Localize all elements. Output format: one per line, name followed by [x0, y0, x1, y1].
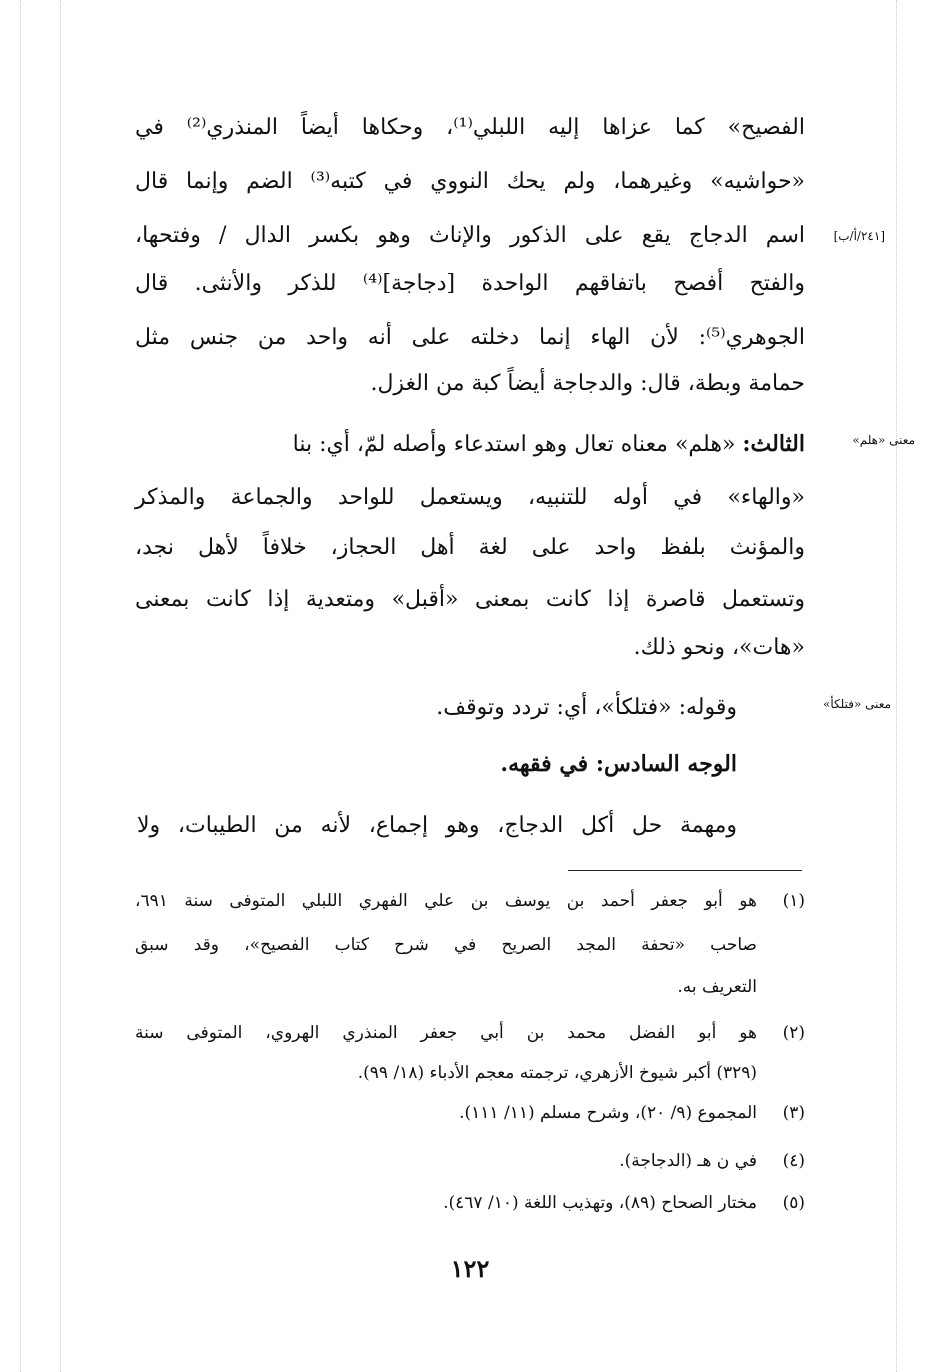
section-third-first-line — [135, 424, 805, 464]
footnote-3-line-1: المجموع (٩/ ٢٠)، وشرح مسلم (١١/ ١١١). — [459, 1103, 757, 1123]
footnote-1-line-2: صاحب «تحفة المجد الصريح في شرح كتاب الفصيح»، وقد سبق — [135, 935, 757, 955]
body-last-line: ومهمة حل أكل الدجاج، وهو إجماع، لأنه من الطيبات، ولا — [137, 813, 737, 838]
heading-sixth-aspect: الوجه السادس: في فقهه. — [500, 751, 737, 777]
section-third-line-4: وتستعمل قاصرة إذا كانت بمعنى «أقبل» ومتعدية إذا كانت بمعنى — [135, 587, 805, 612]
page-number: ١٢٢ — [450, 1254, 490, 1283]
footnote-4 — [135, 1146, 805, 1176]
margin-label-halumma: معنى «هلم» — [852, 433, 915, 447]
footnote-2-number: (٢) — [782, 1023, 805, 1043]
section-third-line-2: «والهاء» في أوله للتنبيه، ويستعمل للواحد والجماعة والمذكر — [135, 485, 805, 510]
footnote-5-line-1: مختار الصحاح (٨٩)، وتهذيب اللغة (١٠/ ٤٦٧). — [443, 1193, 757, 1213]
section-third-line-3: والمؤنث بلفظ واحد على لغة أهل الحجاز، خلافاً لأهل نجد، — [135, 535, 805, 560]
scan-edge-right — [896, 0, 897, 1372]
footnote-1-line-3: التعريف به. — [677, 977, 757, 997]
footnote-4-number: (٤) — [782, 1151, 805, 1171]
section-third-first-rest: «هلم» معناه تعال وهو استدعاء وأصله لمّ، أي: بنا — [292, 432, 736, 457]
footnote-3 — [135, 1098, 805, 1128]
footnote-3-number: (٣) — [782, 1103, 805, 1123]
body-line-6: حمامة وبطة، قال: والدجاجة أيضاً كبة من الغزل. — [370, 371, 805, 396]
footnote-2-line-1: هو أبو الفضل محمد بن أبي جعفر المنذري الهروي، المتوفى سنة — [135, 1023, 757, 1043]
body-line-4: والفتح أفصح باتفاقهم الواحدة [دجاجة]⁽⁴⁾ للذكر والأنثى. قال — [135, 271, 805, 296]
section-third-line-5: «هات»، ونحو ذلك. — [633, 635, 805, 660]
body-line-3: اسم الدجاج يقع على الذكور والإناث وهو بكسر الدال / وفتحها، — [135, 223, 805, 248]
scan-edge-left — [20, 0, 21, 1372]
footnote-5-number: (٥) — [782, 1193, 805, 1213]
folio-marker: [٢٤١/أ/ب] — [833, 229, 885, 243]
scan-edge-left-inner — [60, 0, 61, 1372]
footnote-2-line-2: (٣٢٩) أكبر شيوخ الأزهري، ترجمته معجم الأدباء (١٨/ ٩٩). — [357, 1063, 757, 1083]
footnote-1 — [135, 886, 805, 916]
footnote-2 — [135, 1018, 805, 1048]
footnote-1-number: (١) — [782, 891, 805, 911]
section-third-lead: الثالث: — [742, 431, 805, 457]
section-talakka-line: وقوله: «فتلكأ»، أي: تردد وتوقف. — [436, 695, 737, 720]
margin-label-talakka: معنى «فتلكأ» — [823, 697, 891, 711]
body-line-2: «حواشيه» وغيرهما، ولم يحك النووي في كتبه⁽³⁾ الضم وإنما قال — [135, 169, 806, 194]
body-line-1: الفصيح» كما عزاها إليه اللبلي⁽¹⁾، وحكاها أيضاً المنذري⁽²⁾ في — [135, 115, 805, 140]
footnote-1-line-1: هو أبو جعفر أحمد بن يوسف بن علي الفهري اللبلي المتوفى سنة ٦٩١، — [135, 891, 757, 911]
footnote-4-line-1: في ن هـ (الدجاجة). — [619, 1151, 757, 1171]
footnote-5 — [135, 1188, 805, 1218]
footnote-divider — [568, 870, 802, 871]
body-line-5: الجوهري⁽⁵⁾: لأن الهاء إنما دخلته على أنه واحد من جنس مثل — [135, 325, 805, 350]
